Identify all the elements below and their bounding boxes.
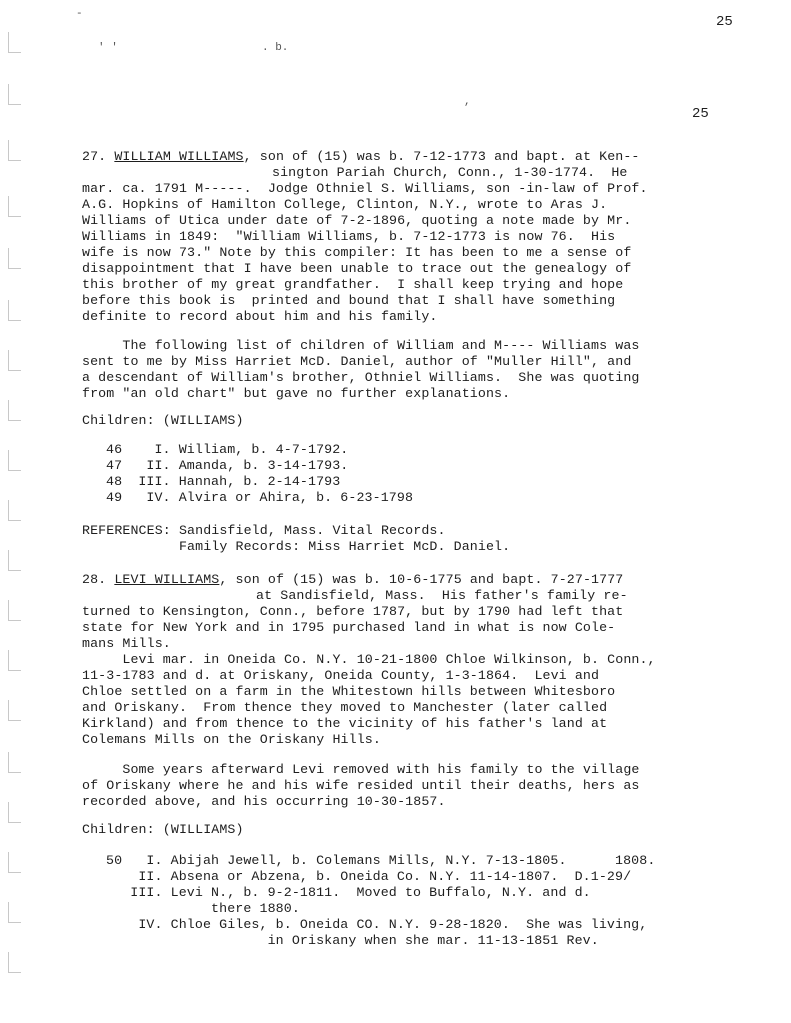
margin-mark bbox=[8, 84, 21, 105]
entry-name: LEVI WILLIAMS bbox=[114, 572, 220, 587]
paragraph-line: from "an old chart" but gave no further explanations. bbox=[82, 386, 511, 401]
child-item: 48 III. Hannah, b. 2-14-1793 bbox=[106, 474, 341, 489]
child-item: in Oriskany when she mar. 11-13-1851 Rev. bbox=[106, 933, 599, 948]
entry-text-line: , son of (15) was b. 10-6-1775 and bapt. 7-27-1777 bbox=[219, 572, 624, 587]
margin-mark bbox=[8, 140, 21, 161]
entry-text-line: wife is now 73." Note by this compiler: It has been to me a sense of bbox=[82, 245, 632, 260]
entry-text-line: Williams of Utica under date of 7-2-1896, quoting a note made by Mr. bbox=[82, 213, 632, 228]
margin-mark bbox=[8, 248, 21, 269]
paragraph-line: a descendant of William's brother, Othniel Williams. She was quoting bbox=[82, 370, 640, 385]
entry-text-line: Williams in 1849: "William Williams, b. 7-12-1773 is now 76. His bbox=[82, 229, 616, 244]
margin-mark bbox=[8, 196, 21, 217]
entry-text-line: turned to Kensington, Conn., before 1787, but by 1790 had left that bbox=[82, 604, 624, 619]
child-item: III. Levi N., b. 9-2-1811. Moved to Buffalo, N.Y. and d. bbox=[106, 885, 591, 900]
margin-mark bbox=[8, 400, 21, 421]
margin-mark bbox=[8, 650, 21, 671]
entry-text-line: Levi mar. in Oneida Co. N.Y. 10-21-1800 Chloe Wilkinson, b. Conn., bbox=[82, 652, 656, 667]
margin-mark bbox=[8, 902, 21, 923]
child-item: 46 I. William, b. 4-7-1792. bbox=[106, 442, 349, 457]
entry-text-line: mans Mills. bbox=[82, 636, 171, 651]
entry-text-line: Kirkland) and from thence to the vicinity of his father's land at bbox=[82, 716, 608, 731]
margin-mark bbox=[8, 550, 21, 571]
entry-text-line: 11-3-1783 and d. at Oriskany, Oneida County, 1-3-1864. Levi and bbox=[82, 668, 600, 683]
entry-text-line: A.G. Hopkins of Hamilton College, Clinton, N.Y., wrote to Aras J. bbox=[82, 197, 608, 212]
entry-text-line: , son of (15) was b. 7-12-1773 and bapt. at Ken-- bbox=[243, 149, 640, 164]
references-line: REFERENCES: Sandisfield, Mass. Vital Records. bbox=[82, 523, 446, 538]
child-item: there 1880. bbox=[106, 901, 300, 916]
paragraph-line: of Oriskany where he and his wife resided until their deaths, hers as bbox=[82, 778, 640, 793]
children-heading: Children: (WILLIAMS) bbox=[82, 822, 244, 837]
entry-27-heading bbox=[82, 149, 640, 165]
entry-text-line: this brother of my great grandfather. I shall keep trying and hope bbox=[82, 277, 624, 292]
entry-text-line: mar. ca. 1791 M-----. Jodge Othniel S. Williams, son -in-law of Prof. bbox=[82, 181, 648, 196]
scan-speck: . b. bbox=[262, 42, 289, 54]
entry-text-line: disappointment that I have been unable to trace out the genealogy of bbox=[82, 261, 632, 276]
entry-text-line: state for New York and in 1795 purchased land in what is now Cole- bbox=[82, 620, 616, 635]
entry-text-line: and Oriskany. From thence they moved to Manchester (later called bbox=[82, 700, 608, 715]
margin-mark bbox=[8, 700, 21, 721]
child-item: 49 IV. Alvira or Ahira, b. 6-23-1798 bbox=[106, 490, 414, 505]
child-item: IV. Chloe Giles, b. Oneida CO. N.Y. 9-28-1820. She was living, bbox=[106, 917, 648, 932]
paragraph-line: sent to me by Miss Harriet McD. Daniel, author of "Muller Hill", and bbox=[82, 354, 632, 369]
margin-mark bbox=[8, 300, 21, 321]
scan-speck: , bbox=[464, 96, 471, 108]
entry-text-line: Chloe settled on a farm in the Whitestown hills between Whitesboro bbox=[82, 684, 616, 699]
entry-name: WILLIAM WILLIAMS bbox=[114, 149, 244, 164]
entry-28-heading bbox=[82, 572, 623, 588]
margin-mark bbox=[8, 852, 21, 873]
margin-mark bbox=[8, 32, 21, 53]
entry-number: 28. bbox=[82, 572, 107, 587]
paragraph-line: Some years afterward Levi removed with his family to the village bbox=[82, 762, 640, 777]
paragraph-line: recorded above, and his occurring 10-30-1857. bbox=[82, 794, 446, 809]
entry-number: 27. bbox=[82, 149, 107, 164]
scan-speck: - bbox=[76, 8, 83, 20]
paragraph-line: The following list of children of William and M---- Williams was bbox=[82, 338, 640, 353]
children-heading: Children: (WILLIAMS) bbox=[82, 413, 244, 428]
margin-mark bbox=[8, 500, 21, 521]
references-line: Family Records: Miss Harriet McD. Daniel. bbox=[82, 539, 511, 554]
child-item: 50 I. Abijah Jewell, b. Colemans Mills, N.Y. 7-13-1805. 1808. bbox=[106, 853, 656, 868]
margin-mark bbox=[8, 350, 21, 371]
entry-text-line: sington Pariah Church, Conn., 1-30-1774. He bbox=[272, 165, 628, 180]
margin-mark bbox=[8, 600, 21, 621]
page-number-typed: 25 bbox=[692, 106, 709, 122]
child-item: 47 II. Amanda, b. 3-14-1793. bbox=[106, 458, 349, 473]
entry-text-line: at Sandisfield, Mass. His father's family re- bbox=[256, 588, 628, 603]
scan-speck: ' ' bbox=[98, 42, 118, 54]
entry-text-line: definite to record about him and his family. bbox=[82, 309, 438, 324]
entry-text-line: Colemans Mills on the Oriskany Hills. bbox=[82, 732, 381, 747]
margin-mark bbox=[8, 752, 21, 773]
margin-mark bbox=[8, 952, 21, 973]
margin-mark bbox=[8, 450, 21, 471]
margin-mark bbox=[8, 802, 21, 823]
entry-text-line: before this book is printed and bound that I shall have something bbox=[82, 293, 616, 308]
page-number-top: 25 bbox=[716, 14, 733, 30]
child-item: II. Absena or Abzena, b. Oneida Co. N.Y. 11-14-1807. D.1-29/ bbox=[106, 869, 632, 884]
